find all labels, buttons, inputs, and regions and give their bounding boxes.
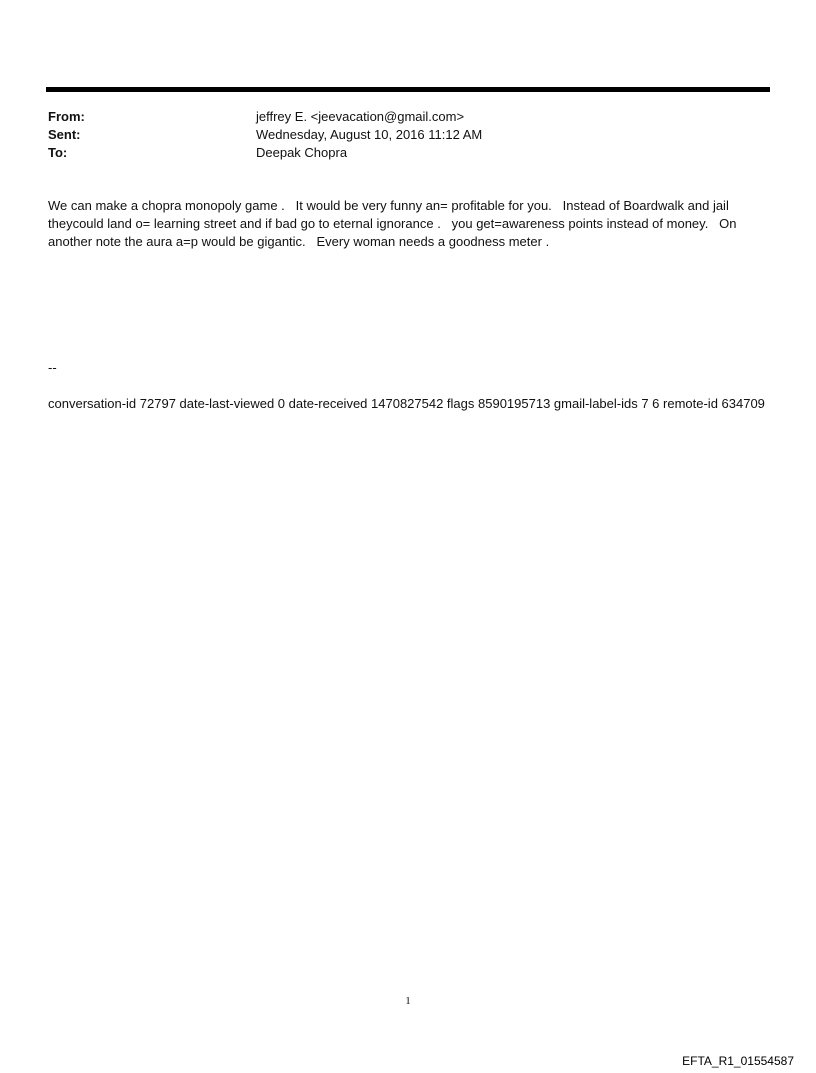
from-value: jeffrey E. <jeevacation@gmail.com> — [256, 109, 465, 124]
header-rule — [46, 87, 770, 92]
sent-row — [48, 126, 768, 144]
from-label: From: — [48, 109, 85, 124]
to-row — [48, 144, 768, 162]
document-id: EFTA_R1_01554587 — [682, 1054, 794, 1068]
to-value: Deepak Chopra — [256, 145, 348, 160]
email-body: We can make a chopra monopoly game . It would be very funny an= profitable for you. Instead of Boardwalk and jail theycould land o= learning street and if bad go to eternal ignorance . you get=awareness points instead of money. On another note the aura a=p would be gigantic. Every woman needs a goodness meter . — [48, 198, 741, 249]
email-metadata: conversation-id 72797 date-last-viewed 0 date-received 1470827542 flags 8590195713 gmail-label-ids 7 6 remote-id 634709 — [48, 396, 765, 411]
sent-value: Wednesday, August 10, 2016 11:12 AM — [256, 127, 483, 142]
sent-label: Sent: — [48, 127, 81, 142]
page-number: 1 — [405, 995, 411, 1007]
signature-separator: -- — [48, 360, 57, 375]
from-row — [48, 108, 768, 126]
to-label: To: — [48, 145, 68, 160]
email-header — [48, 108, 768, 162]
